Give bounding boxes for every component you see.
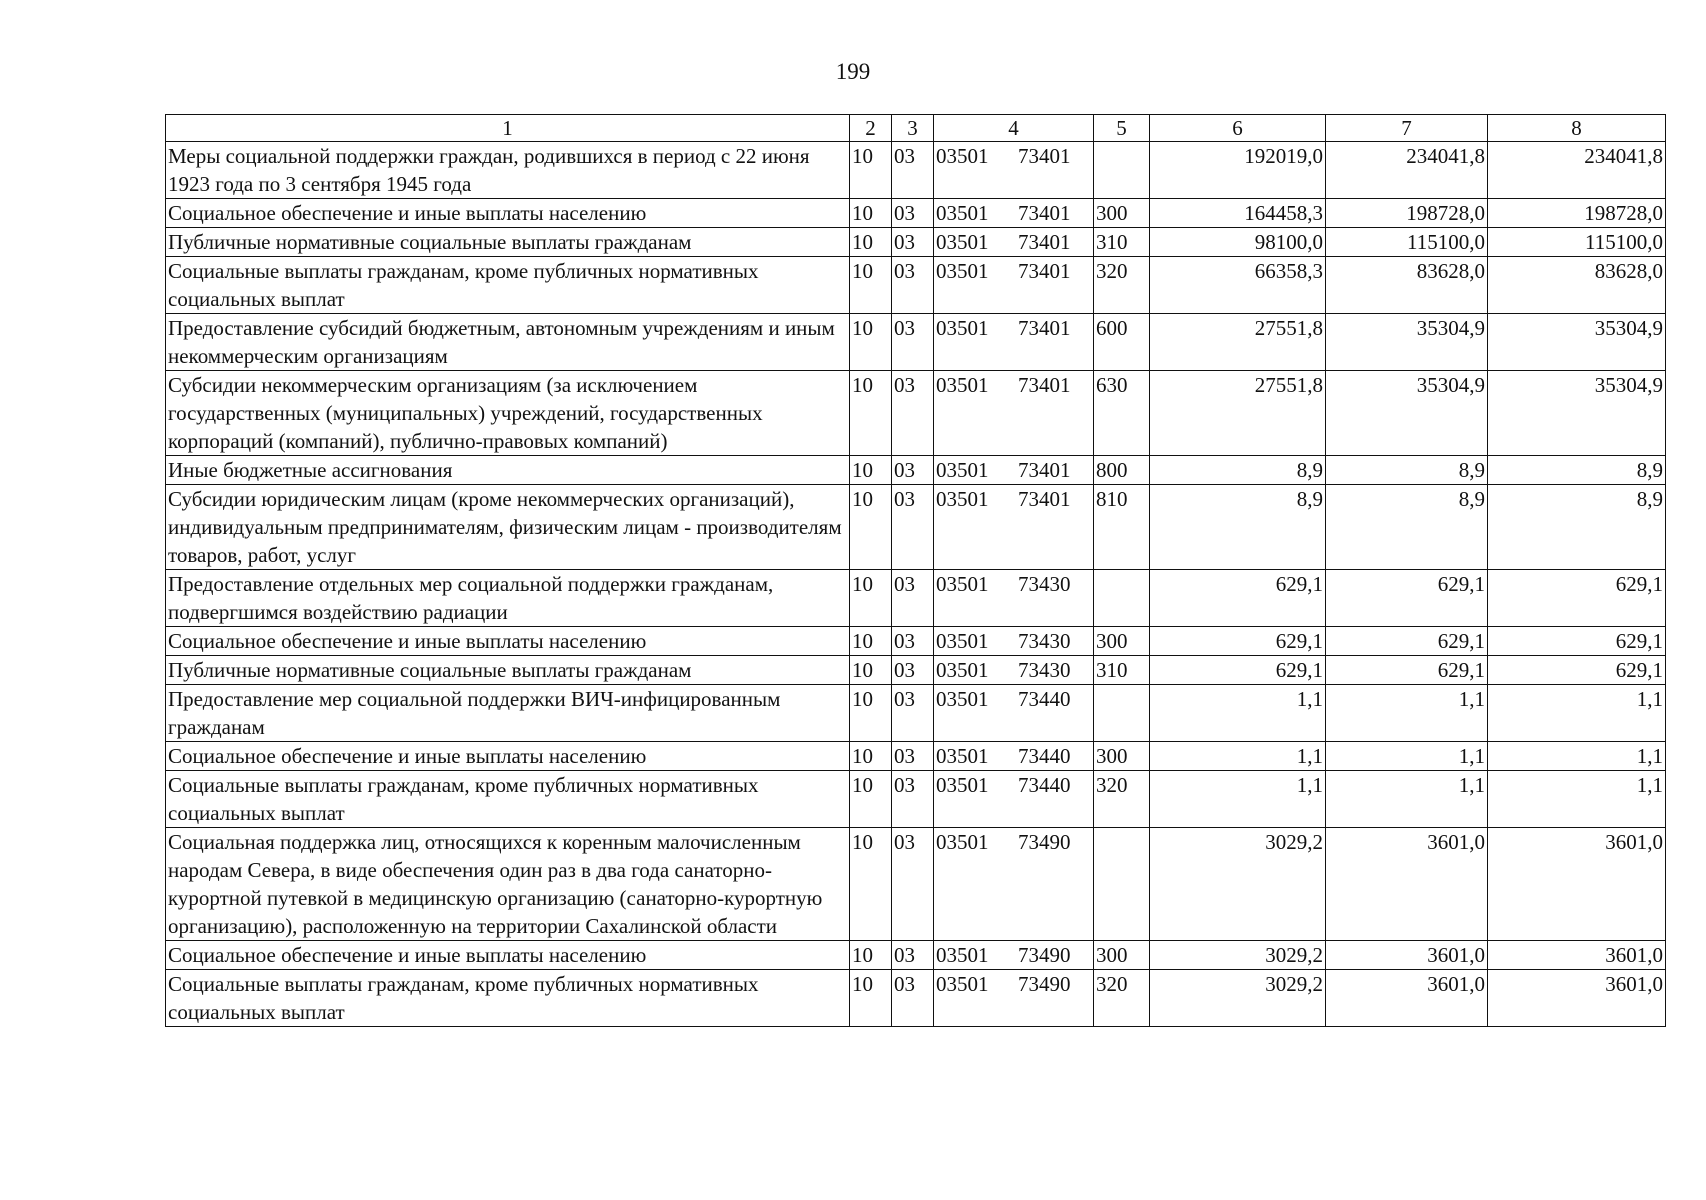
amount-col8-cell: 1,1	[1488, 685, 1666, 742]
target-article-direction: 73490	[1018, 972, 1071, 996]
row-name-cell: Социальные выплаты гражданам, кроме публичных нормативных социальных выплат	[166, 970, 850, 1027]
amount-col8-cell: 3601,0	[1488, 828, 1666, 941]
table-row	[166, 228, 1666, 257]
expense-type-cell: 320	[1094, 257, 1150, 314]
subsection-code-cell: 03	[892, 485, 934, 570]
amount-col6-cell: 1,1	[1150, 771, 1326, 828]
target-article-program: 03501	[936, 830, 989, 854]
table-row	[166, 142, 1666, 199]
target-article-cell	[934, 656, 1094, 685]
table-row	[166, 627, 1666, 656]
amount-col8-cell: 3601,0	[1488, 941, 1666, 970]
table-row	[166, 742, 1666, 771]
expense-type-cell: 600	[1094, 314, 1150, 371]
amount-col7-cell: 629,1	[1326, 656, 1488, 685]
amount-col7-cell: 1,1	[1326, 685, 1488, 742]
amount-col6-cell: 3029,2	[1150, 828, 1326, 941]
amount-col6-cell: 27551,8	[1150, 371, 1326, 456]
header-cell: 1	[166, 115, 850, 142]
section-code-cell: 10	[850, 685, 892, 742]
row-name-cell: Предоставление субсидий бюджетным, автономным учреждениям и иным некоммерческим организациям	[166, 314, 850, 371]
table-row	[166, 771, 1666, 828]
amount-col8-cell: 35304,9	[1488, 371, 1666, 456]
target-article-program: 03501	[936, 773, 989, 797]
expense-type-cell: 310	[1094, 228, 1150, 257]
target-article-program: 03501	[936, 744, 989, 768]
row-name-cell: Меры социальной поддержки граждан, родившихся в период с 22 июня 1923 года по 3 сентября 1945 года	[166, 142, 850, 199]
amount-col6-cell: 3029,2	[1150, 941, 1326, 970]
amount-col7-cell: 629,1	[1326, 570, 1488, 627]
target-article-direction: 73401	[1018, 259, 1071, 283]
row-name-cell: Социальное обеспечение и иные выплаты населению	[166, 742, 850, 771]
amount-col6-cell: 8,9	[1150, 456, 1326, 485]
amount-col7-cell: 629,1	[1326, 627, 1488, 656]
row-name-cell: Субсидии юридическим лицам (кроме некоммерческих организаций), индивидуальным предпринимателям, физическим лицам - производителям товаров, работ, услуг	[166, 485, 850, 570]
expense-type-cell: 300	[1094, 742, 1150, 771]
amount-col8-cell: 234041,8	[1488, 142, 1666, 199]
section-code-cell: 10	[850, 257, 892, 314]
table-row	[166, 257, 1666, 314]
table-row	[166, 314, 1666, 371]
table-row	[166, 199, 1666, 228]
expense-type-cell: 310	[1094, 656, 1150, 685]
row-name-cell: Социальное обеспечение и иные выплаты населению	[166, 941, 850, 970]
amount-col7-cell: 3601,0	[1326, 828, 1488, 941]
target-article-direction: 73401	[1018, 144, 1071, 168]
row-name-cell: Предоставление мер социальной поддержки ВИЧ-инфицированным гражданам	[166, 685, 850, 742]
amount-col8-cell: 629,1	[1488, 570, 1666, 627]
amount-col6-cell: 66358,3	[1150, 257, 1326, 314]
target-article-direction: 73440	[1018, 687, 1071, 711]
row-name-cell: Социальные выплаты гражданам, кроме публичных нормативных социальных выплат	[166, 257, 850, 314]
subsection-code-cell: 03	[892, 228, 934, 257]
amount-col8-cell: 198728,0	[1488, 199, 1666, 228]
target-article-program: 03501	[936, 373, 989, 397]
subsection-code-cell: 03	[892, 828, 934, 941]
amount-col8-cell: 83628,0	[1488, 257, 1666, 314]
expense-type-cell: 320	[1094, 970, 1150, 1027]
header-cell: 5	[1094, 115, 1150, 142]
amount-col7-cell: 83628,0	[1326, 257, 1488, 314]
row-name-cell: Социальные выплаты гражданам, кроме публичных нормативных социальных выплат	[166, 771, 850, 828]
subsection-code-cell: 03	[892, 941, 934, 970]
subsection-code-cell: 03	[892, 656, 934, 685]
subsection-code-cell: 03	[892, 257, 934, 314]
header-cell: 3	[892, 115, 934, 142]
target-article-program: 03501	[936, 658, 989, 682]
amount-col7-cell: 8,9	[1326, 456, 1488, 485]
target-article-direction: 73401	[1018, 373, 1071, 397]
row-name-cell: Иные бюджетные ассигнования	[166, 456, 850, 485]
header-cell: 7	[1326, 115, 1488, 142]
table-row	[166, 570, 1666, 627]
row-name-cell: Социальная поддержка лиц, относящихся к коренным малочисленным народам Севера, в виде обеспечения один раз в два года санаторно-курортной путевкой в медицинскую организацию (санаторно-курортную организацию), расположенную на территории Сахалинской области	[166, 828, 850, 941]
target-article-cell	[934, 742, 1094, 771]
target-article-direction: 73401	[1018, 458, 1071, 482]
target-article-direction: 73440	[1018, 773, 1071, 797]
amount-col6-cell: 164458,3	[1150, 199, 1326, 228]
target-article-direction: 73440	[1018, 744, 1071, 768]
amount-col8-cell: 1,1	[1488, 742, 1666, 771]
expense-type-cell: 810	[1094, 485, 1150, 570]
amount-col6-cell: 629,1	[1150, 656, 1326, 685]
section-code-cell: 10	[850, 199, 892, 228]
amount-col7-cell: 8,9	[1326, 485, 1488, 570]
amount-col8-cell: 35304,9	[1488, 314, 1666, 371]
table-row	[166, 941, 1666, 970]
target-article-cell	[934, 371, 1094, 456]
amount-col6-cell: 629,1	[1150, 570, 1326, 627]
budget-table	[165, 114, 1666, 1027]
amount-col8-cell: 1,1	[1488, 771, 1666, 828]
expense-type-cell: 300	[1094, 627, 1150, 656]
amount-col7-cell: 35304,9	[1326, 371, 1488, 456]
section-code-cell: 10	[850, 970, 892, 1027]
target-article-program: 03501	[936, 259, 989, 283]
section-code-cell: 10	[850, 371, 892, 456]
section-code-cell: 10	[850, 456, 892, 485]
row-name-cell: Социальное обеспечение и иные выплаты населению	[166, 199, 850, 228]
subsection-code-cell: 03	[892, 771, 934, 828]
target-article-cell	[934, 199, 1094, 228]
section-code-cell: 10	[850, 627, 892, 656]
header-cell: 2	[850, 115, 892, 142]
table-row	[166, 456, 1666, 485]
target-article-direction: 73401	[1018, 201, 1071, 225]
target-article-direction: 73490	[1018, 943, 1071, 967]
target-article-cell	[934, 941, 1094, 970]
target-article-program: 03501	[936, 972, 989, 996]
subsection-code-cell: 03	[892, 456, 934, 485]
section-code-cell: 10	[850, 656, 892, 685]
target-article-cell	[934, 627, 1094, 656]
expense-type-cell	[1094, 685, 1150, 742]
target-article-direction: 73490	[1018, 830, 1071, 854]
expense-type-cell: 300	[1094, 199, 1150, 228]
target-article-cell	[934, 314, 1094, 371]
amount-col7-cell: 35304,9	[1326, 314, 1488, 371]
target-article-cell	[934, 456, 1094, 485]
amount-col8-cell: 629,1	[1488, 656, 1666, 685]
amount-col7-cell: 1,1	[1326, 742, 1488, 771]
row-name-cell: Публичные нормативные социальные выплаты гражданам	[166, 656, 850, 685]
row-name-cell: Социальное обеспечение и иные выплаты населению	[166, 627, 850, 656]
target-article-program: 03501	[936, 687, 989, 711]
target-article-direction: 73401	[1018, 230, 1071, 254]
target-article-program: 03501	[936, 230, 989, 254]
expense-type-cell: 300	[1094, 941, 1150, 970]
target-article-direction: 73430	[1018, 572, 1071, 596]
section-code-cell: 10	[850, 742, 892, 771]
header-row	[166, 115, 1666, 142]
target-article-program: 03501	[936, 629, 989, 653]
page-number: 199	[835, 59, 871, 84]
amount-col6-cell: 1,1	[1150, 742, 1326, 771]
section-code-cell: 10	[850, 570, 892, 627]
target-article-cell	[934, 771, 1094, 828]
target-article-cell	[934, 228, 1094, 257]
target-article-program: 03501	[936, 201, 989, 225]
section-code-cell: 10	[850, 142, 892, 199]
amount-col6-cell: 629,1	[1150, 627, 1326, 656]
target-article-direction: 73401	[1018, 316, 1071, 340]
expense-type-cell	[1094, 570, 1150, 627]
target-article-program: 03501	[936, 144, 989, 168]
subsection-code-cell: 03	[892, 685, 934, 742]
target-article-direction: 73430	[1018, 658, 1071, 682]
target-article-program: 03501	[936, 316, 989, 340]
target-article-cell	[934, 485, 1094, 570]
amount-col8-cell: 8,9	[1488, 456, 1666, 485]
amount-col7-cell: 3601,0	[1326, 941, 1488, 970]
amount-col6-cell: 27551,8	[1150, 314, 1326, 371]
subsection-code-cell: 03	[892, 970, 934, 1027]
amount-col7-cell: 3601,0	[1326, 970, 1488, 1027]
table-row	[166, 970, 1666, 1027]
subsection-code-cell: 03	[892, 742, 934, 771]
amount-col6-cell: 192019,0	[1150, 142, 1326, 199]
target-article-cell	[934, 570, 1094, 627]
subsection-code-cell: 03	[892, 314, 934, 371]
table-row	[166, 485, 1666, 570]
amount-col6-cell: 1,1	[1150, 685, 1326, 742]
expense-type-cell: 320	[1094, 771, 1150, 828]
section-code-cell: 10	[850, 771, 892, 828]
table-row	[166, 371, 1666, 456]
target-article-cell	[934, 970, 1094, 1027]
section-code-cell: 10	[850, 828, 892, 941]
amount-col7-cell: 234041,8	[1326, 142, 1488, 199]
target-article-direction: 73401	[1018, 487, 1071, 511]
section-code-cell: 10	[850, 314, 892, 371]
amount-col7-cell: 198728,0	[1326, 199, 1488, 228]
table-row	[166, 656, 1666, 685]
expense-type-cell: 800	[1094, 456, 1150, 485]
expense-type-cell	[1094, 142, 1150, 199]
table-row	[166, 828, 1666, 941]
section-code-cell: 10	[850, 941, 892, 970]
amount-col8-cell: 3601,0	[1488, 970, 1666, 1027]
subsection-code-cell: 03	[892, 199, 934, 228]
header-cell: 4	[934, 115, 1094, 142]
amount-col8-cell: 629,1	[1488, 627, 1666, 656]
target-article-program: 03501	[936, 572, 989, 596]
expense-type-cell	[1094, 828, 1150, 941]
target-article-cell	[934, 142, 1094, 199]
target-article-cell	[934, 257, 1094, 314]
target-article-cell	[934, 685, 1094, 742]
amount-col6-cell: 3029,2	[1150, 970, 1326, 1027]
header-cell: 8	[1488, 115, 1666, 142]
amount-col7-cell: 1,1	[1326, 771, 1488, 828]
subsection-code-cell: 03	[892, 371, 934, 456]
target-article-program: 03501	[936, 487, 989, 511]
amount-col6-cell: 8,9	[1150, 485, 1326, 570]
target-article-program: 03501	[936, 458, 989, 482]
subsection-code-cell: 03	[892, 627, 934, 656]
target-article-cell	[934, 828, 1094, 941]
amount-col6-cell: 98100,0	[1150, 228, 1326, 257]
row-name-cell: Субсидии некоммерческим организациям (за исключением государственных (муниципальных) учреждений, государственных корпораций (компаний), публично-правовых компаний)	[166, 371, 850, 456]
header-cell: 6	[1150, 115, 1326, 142]
target-article-program: 03501	[936, 943, 989, 967]
table-row	[166, 685, 1666, 742]
row-name-cell: Публичные нормативные социальные выплаты гражданам	[166, 228, 850, 257]
subsection-code-cell: 03	[892, 142, 934, 199]
row-name-cell: Предоставление отдельных мер социальной поддержки гражданам, подвергшимся воздействию радиации	[166, 570, 850, 627]
expense-type-cell: 630	[1094, 371, 1150, 456]
amount-col7-cell: 115100,0	[1326, 228, 1488, 257]
target-article-direction: 73430	[1018, 629, 1071, 653]
amount-col8-cell: 8,9	[1488, 485, 1666, 570]
amount-col8-cell: 115100,0	[1488, 228, 1666, 257]
subsection-code-cell: 03	[892, 570, 934, 627]
section-code-cell: 10	[850, 485, 892, 570]
section-code-cell: 10	[850, 228, 892, 257]
